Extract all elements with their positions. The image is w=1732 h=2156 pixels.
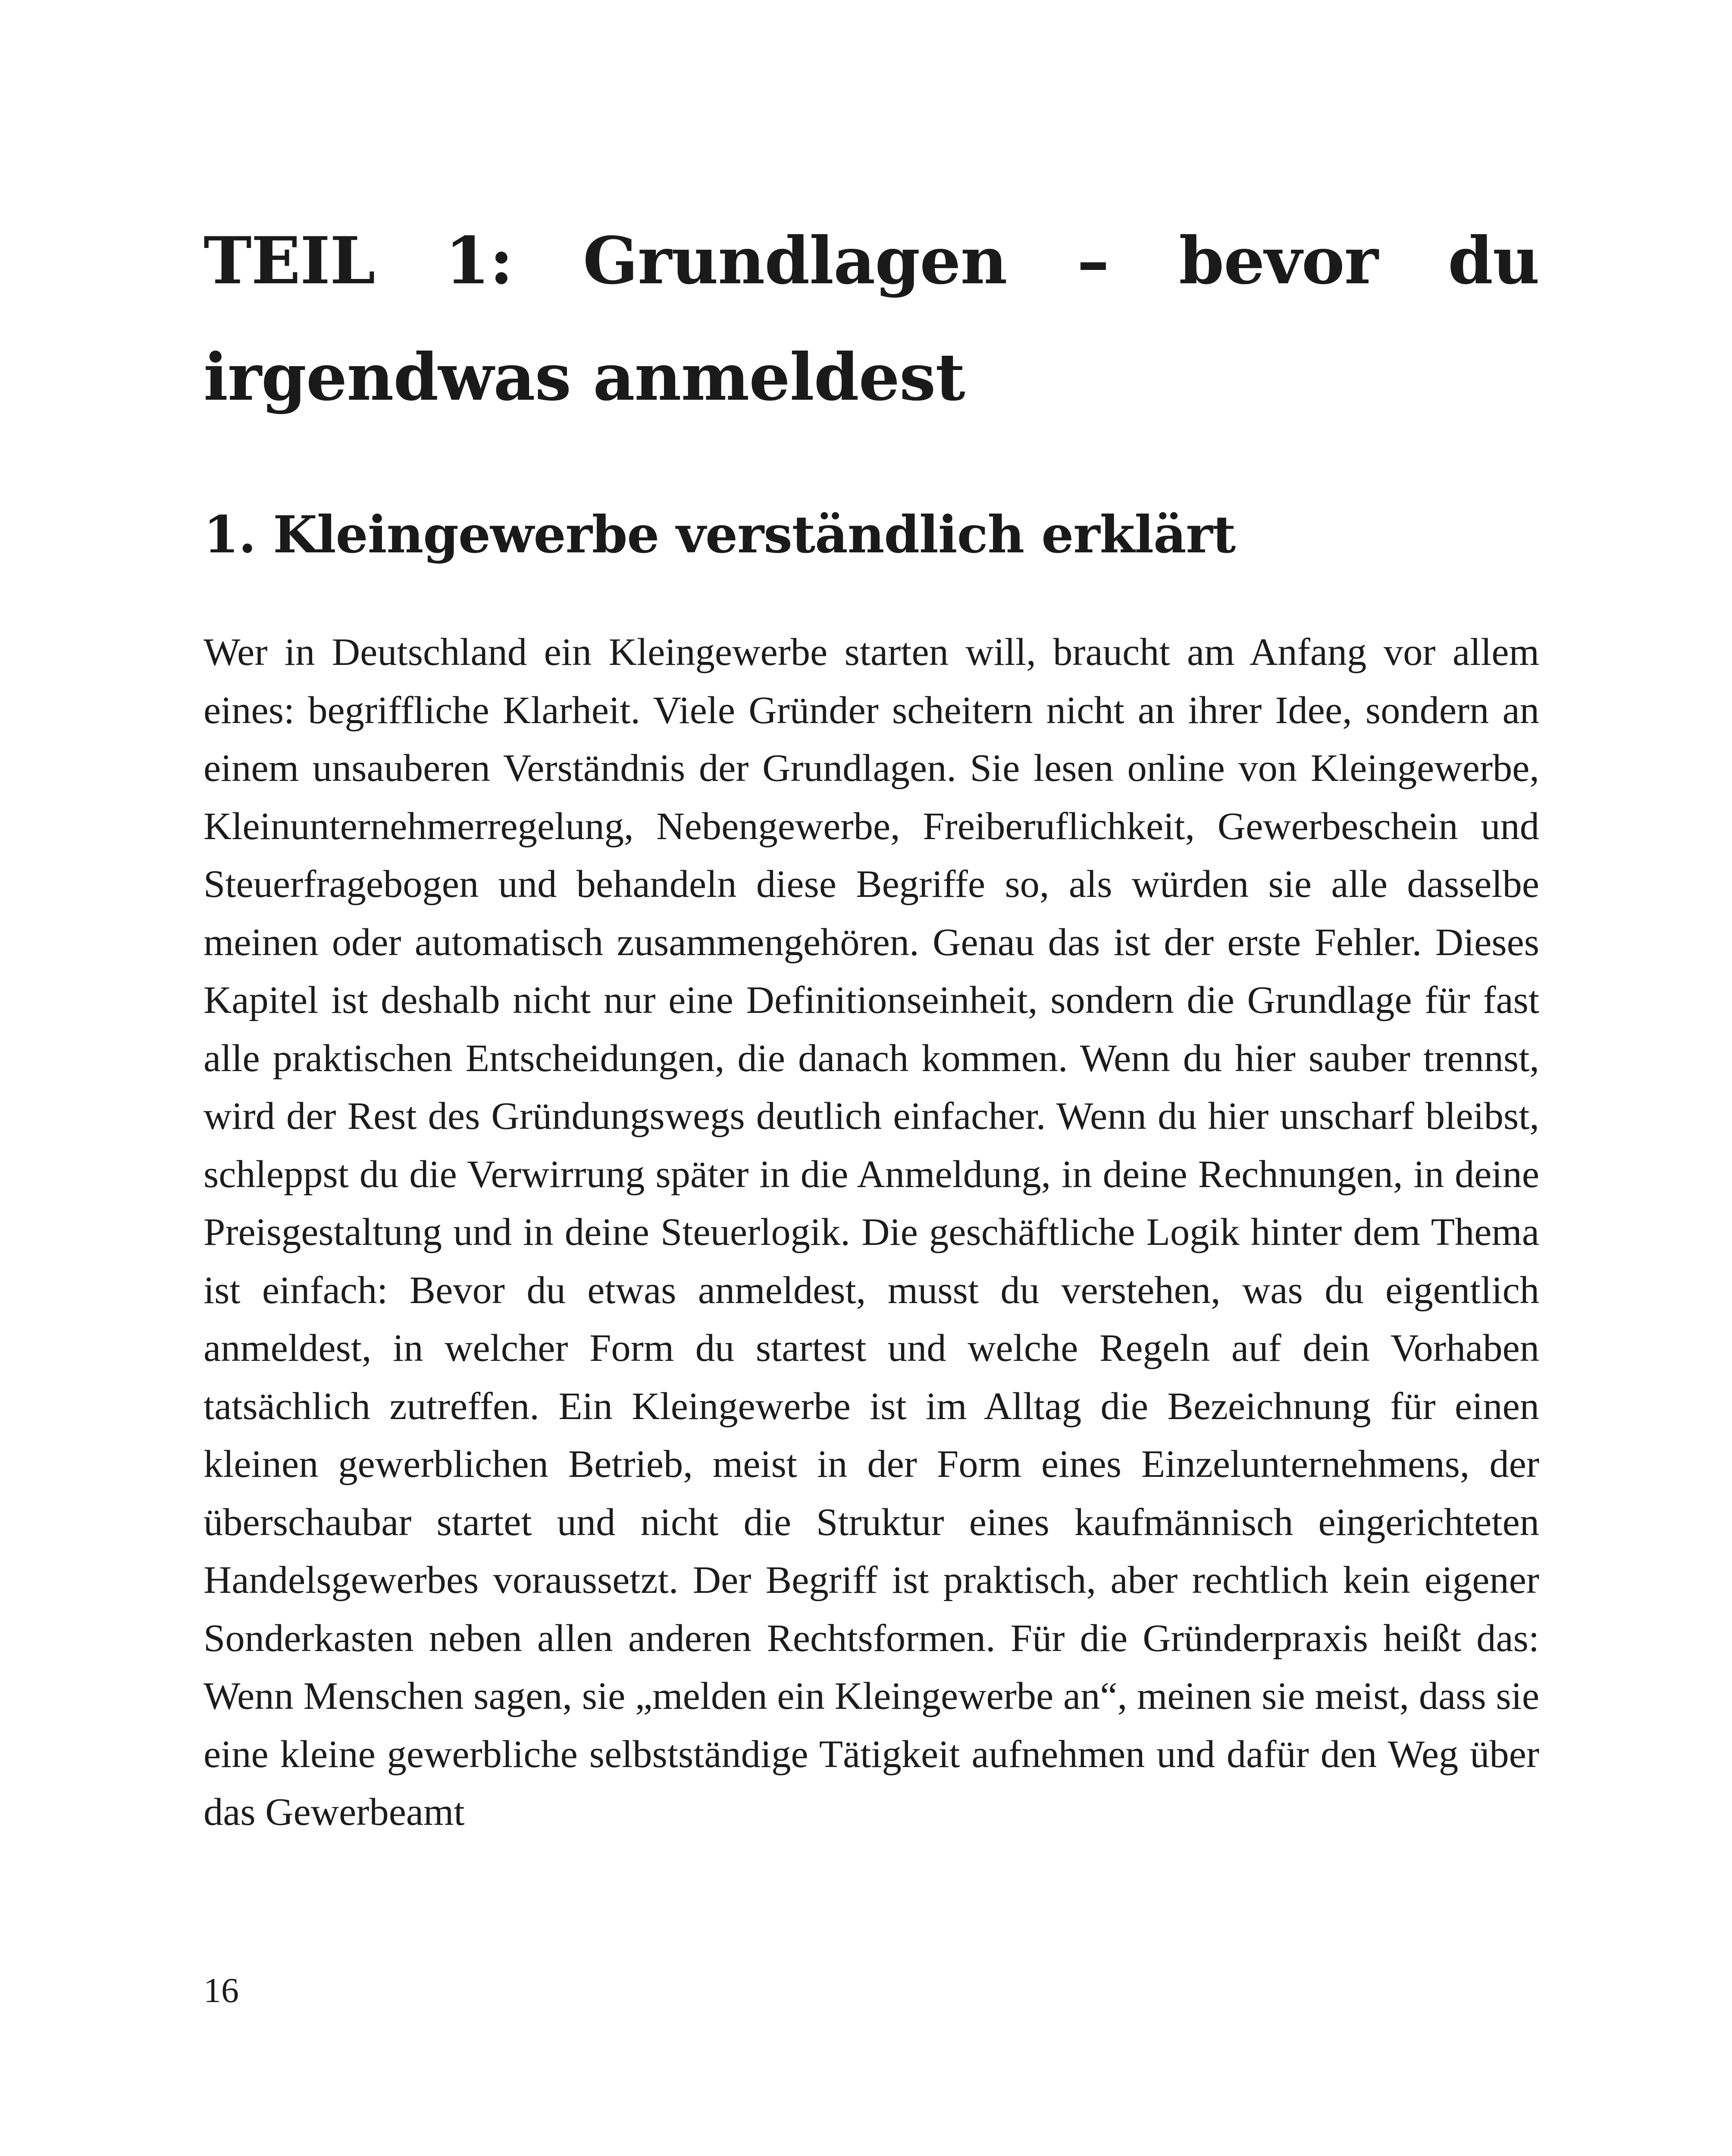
body-paragraph: Wer in Deutschland ein Kleingewerbe starten will, braucht am Anfang vor allem eines: begriffliche Klarheit. Viele Gründer scheitern nicht an ihrer Idee, sondern an einem unsauberen Verständnis der Grundlagen. Sie lesen online von Kleingewerbe, Kleinunternehmerregelung, Nebengewerbe, Freiberuflichkeit, Gewerbeschein und Steuerfragebogen und behandeln diese Begriffe so, als würden sie alle dasselbe meinen oder automatisch zusammengehören. Genau das ist der erste Fehler. Dieses Kapitel ist deshalb nicht nur eine Definitionseinheit, sondern die Grundlage für fast alle praktischen Entscheidungen, die danach kommen. Wenn du hier sauber trennst, wird der Rest des Gründungswegs deutlich einfacher. Wenn du hier unscharf bleibst, schleppst du die Verwirrung später in die Anmeldung, in deine Rechnungen, in deine Preisgestaltung und in deine Steuerlogik. Die geschäftliche Logik hinter dem Thema ist einfach: Bevor du etwas anmeldest, musst du verstehen, was du eigentlich anmeldest, in welcher Form du startest und welche Regeln auf dein Vorhaben tatsächlich zutreffen. Ein Kleingewerbe ist im Alltag die Bezeichnung für einen kleinen gewerblichen Betrieb, meist in der Form eines Einzelunternehmens, der überschaubar startet und nicht die Struktur eines kaufmännisch eingerichteten Handelsgewerbes voraussetzt. Der Begriff ist praktisch, aber rechtlich kein eigener Sonderkasten neben allen anderen Rechtsformen. Für die Gründerpraxis heißt das: Wenn Menschen sagen, sie „melden ein Kleingewerbe an“, meinen sie meist, dass sie eine kleine gewerbliche selbstständige Tätigkeit aufnehmen und dafür den Weg über das Gewerbeamt — [204, 630, 1539, 1833]
part-title-line-1: TEIL 1: Grundlagen – bevor du — [204, 223, 1539, 299]
page-number: 16 — [204, 1971, 239, 2010]
page-content — [204, 203, 1539, 1833]
part-title — [204, 203, 1539, 436]
chapter-title: 1. Kleingewerbe verständlich erklärt — [204, 505, 1236, 564]
part-title-line-2: irgendwas anmeldest — [204, 339, 965, 415]
